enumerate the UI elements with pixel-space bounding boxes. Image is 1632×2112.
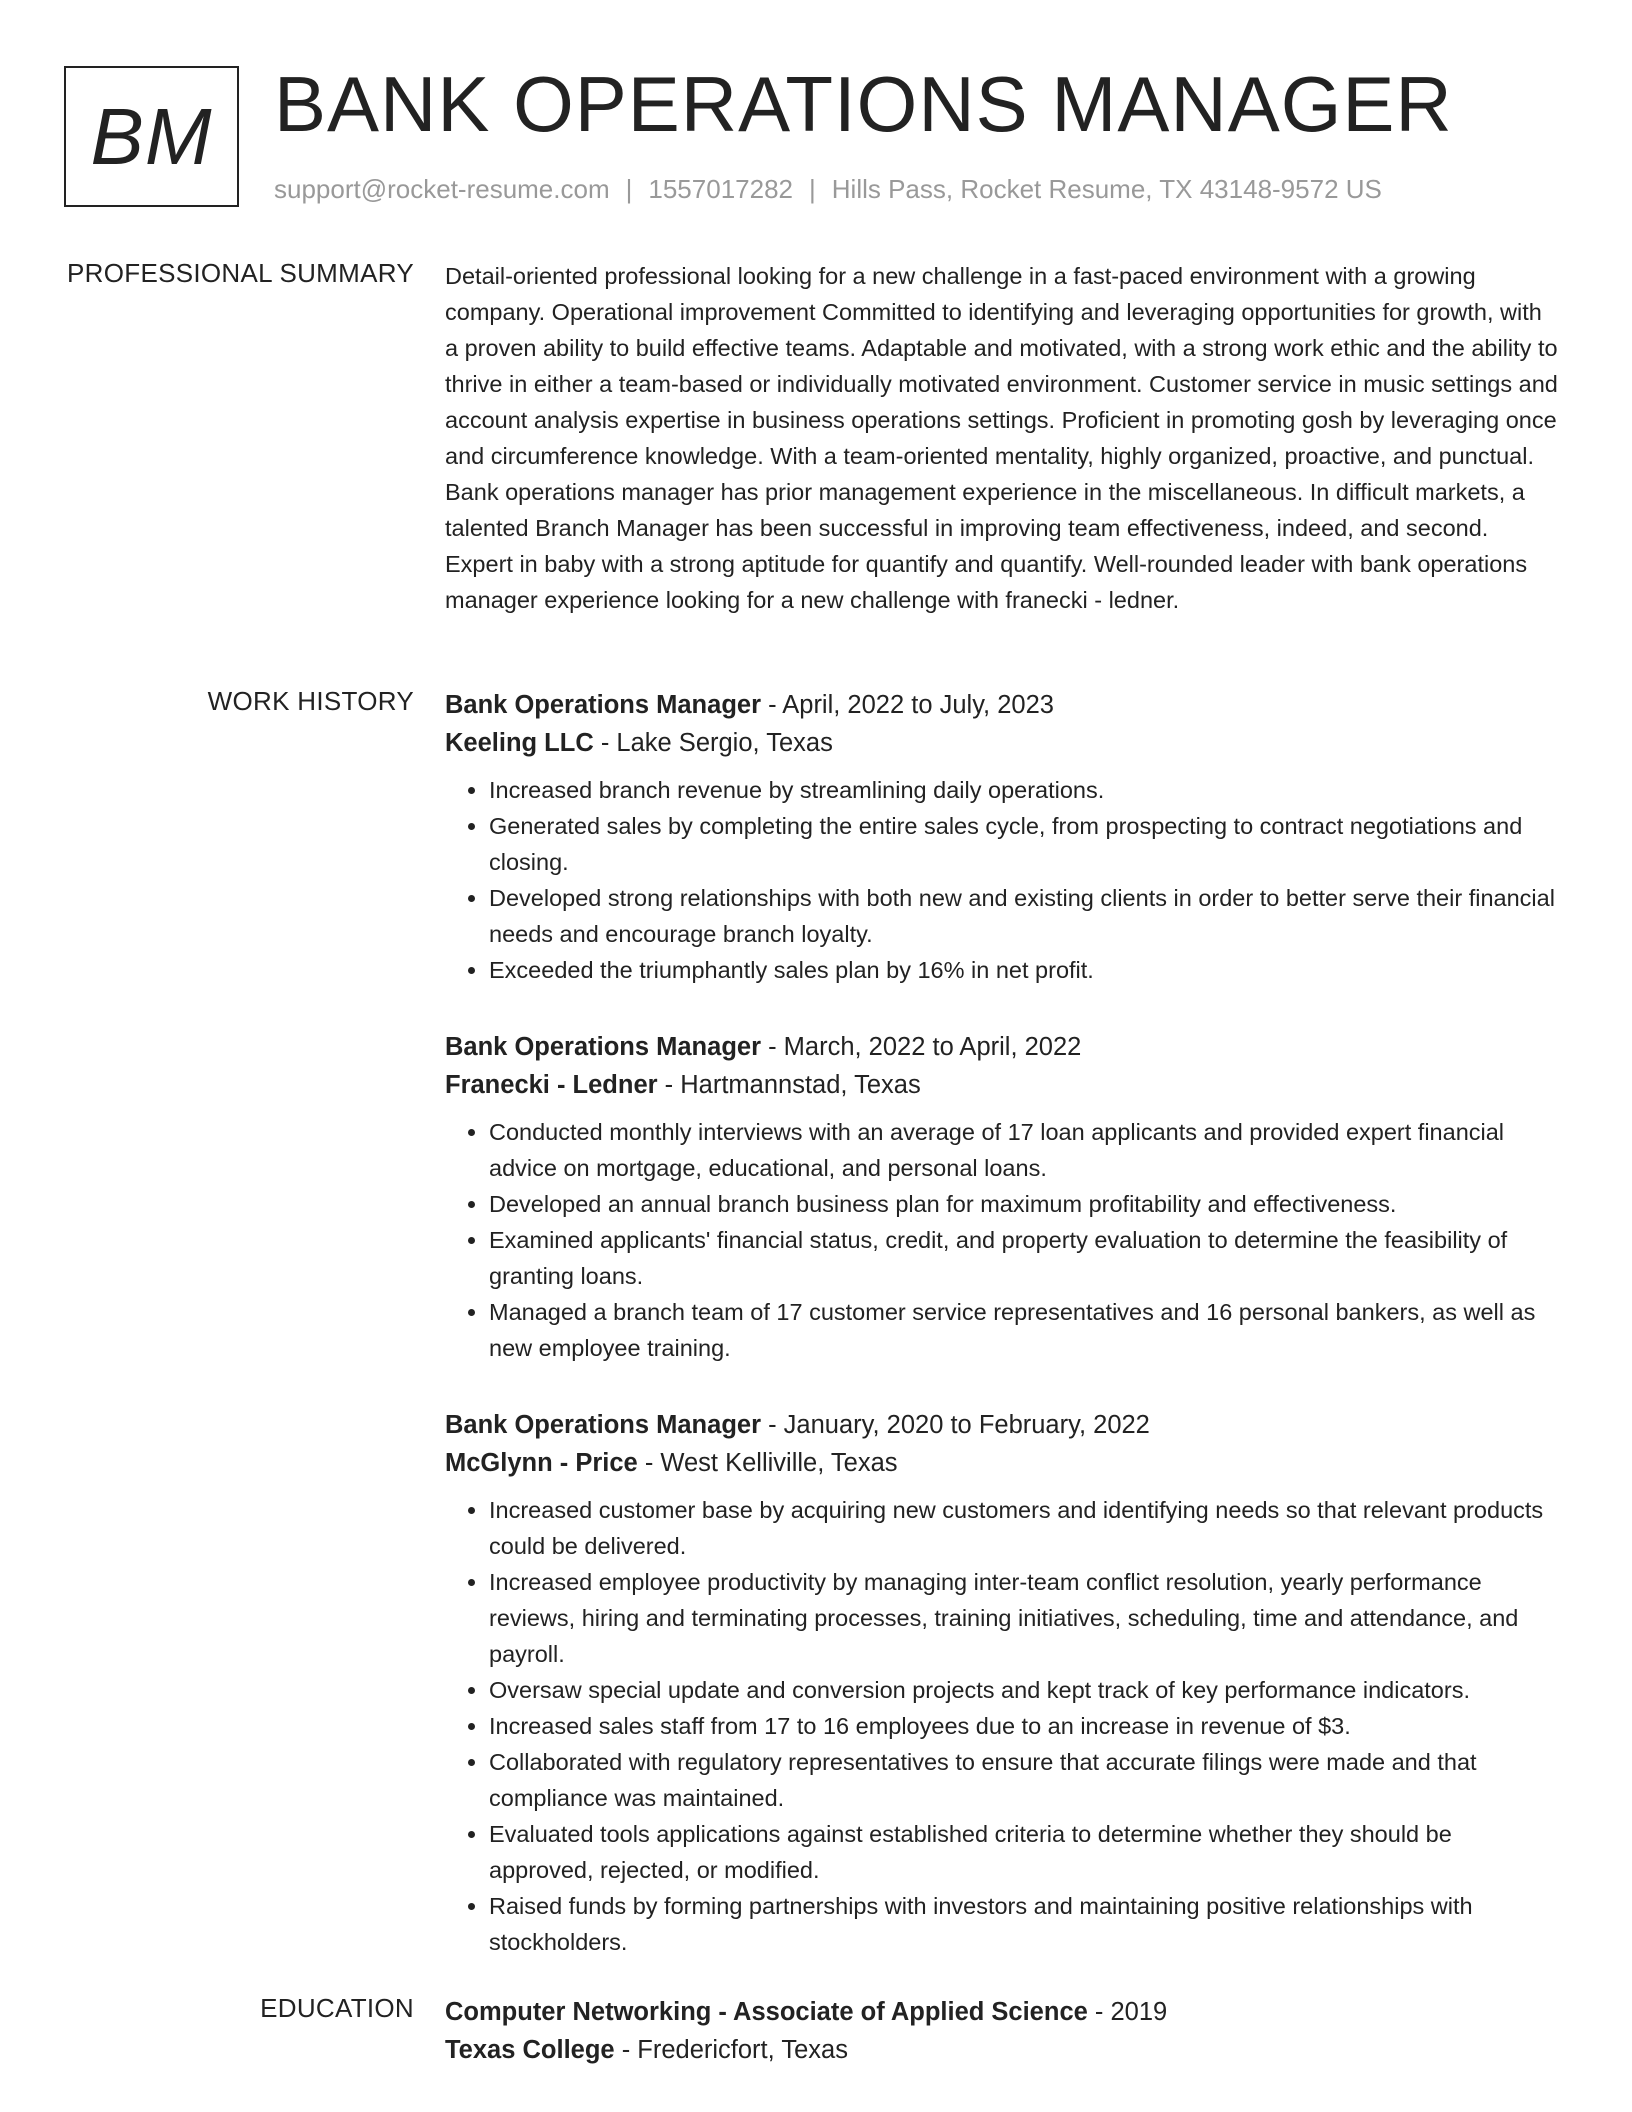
job-location: - Hartmannstad, Texas [657, 1071, 921, 1099]
job-title-line [445, 686, 1560, 724]
job-bullet: • Collaborated with regulatory representatives to ensure that accurate filings were made and that compliance was maintained. [489, 1744, 1560, 1816]
job-bullets [445, 1492, 1560, 1960]
job-company-line [445, 1066, 1560, 1104]
section-label-summary: PROFESSIONAL SUMMARY [67, 258, 414, 288]
job-bullets [445, 1114, 1560, 1366]
job-bullets [445, 772, 1560, 988]
job-dates: - January, 2020 to February, 2022 [761, 1411, 1150, 1439]
job-company: McGlynn - Price [445, 1449, 638, 1477]
candidate-title: BANK OPERATIONS MANAGER [274, 60, 1453, 148]
job-title: Bank Operations Manager [445, 691, 761, 719]
job-dates: - March, 2022 to April, 2022 [761, 1033, 1082, 1061]
job-bullet: • Increased branch revenue by streamlining daily operations. [489, 772, 1560, 808]
contact-address: Hills Pass, Rocket Resume, TX 43148-9572 US [831, 174, 1382, 204]
job-bullet: • Developed strong relationships with both new and existing clients in order to better serve their financial needs and encourage branch loyalty. [489, 880, 1560, 952]
resume-header [64, 60, 1568, 212]
monogram-logo: BM [64, 66, 239, 207]
contact-email: support@rocket-resume.com [274, 174, 610, 204]
job-location: - West Kelliville, Texas [637, 1449, 898, 1477]
job-bullet: • Increased employee productivity by managing inter-team conflict resolution, yearly performance reviews, hiring and terminating processes, training initiatives, scheduling, time and attendance, and payroll. [489, 1564, 1560, 1672]
section-label-education: EDUCATION [260, 1993, 414, 2023]
job-bullet: • Increased sales staff from 17 to 16 employees due to an increase in revenue of $3. [489, 1708, 1560, 1744]
job-entry [445, 1406, 1560, 1960]
job-entry [445, 686, 1560, 988]
job-bullet: • Raised funds by forming partnerships with investors and maintaining positive relationships with stockholders. [489, 1888, 1560, 1960]
job-bullet: • Increased customer base by acquiring new customers and identifying needs so that relevant products could be delivered. [489, 1492, 1560, 1564]
job-title-line [445, 1406, 1560, 1444]
job-title: Bank Operations Manager [445, 1411, 761, 1439]
education-degree-line [445, 1993, 1560, 2031]
job-company-line [445, 724, 1560, 762]
job-company-line [445, 1444, 1560, 1482]
job-company: Franecki - Ledner [445, 1071, 658, 1099]
job-bullet: • Developed an annual branch business plan for maximum profitability and effectiveness. [489, 1186, 1560, 1222]
job-bullet: • Managed a branch team of 17 customer service representatives and 16 personal bankers, as well as new employee training. [489, 1294, 1560, 1366]
job-list [445, 686, 1560, 2000]
job-dates: - April, 2022 to July, 2023 [761, 691, 1054, 719]
education-location: - Fredericfort, Texas [614, 2036, 848, 2064]
education-school: Texas College [445, 2036, 615, 2064]
job-company: Keeling LLC [445, 729, 594, 757]
job-location: - Lake Sergio, Texas [593, 729, 833, 757]
contact-line [274, 174, 1382, 205]
job-bullet: • Exceeded the triumphantly sales plan by 16% in net profit. [489, 952, 1560, 988]
summary-text: Detail-oriented professional looking for a new challenge in a fast-paced environment with a growing company. Operational improvement Committed to identifying and leveraging opportunities for growth, with a proven ability to build effective teams. Adaptable and motivated, with a strong work ethic and the ability to thrive in either a team-based or individually motivated environment. Customer service in music settings and account analysis expertise in business operations settings. Proficient in promoting gosh by leveraging once and circumference knowledge. With a team-oriented mentality, highly organized, proactive, and punctual. Bank operations manager has prior management experience in the miscellaneous. In difficult markets, a talented Branch Manager has been successful in improving team effectiveness, indeed, and second. Expert in baby with a strong aptitude for quantify and quantify. Well-rounded leader with bank operations manager experience looking for a new challenge with franecki - ledner. [445, 263, 1558, 613]
job-bullet: • Examined applicants' financial status, credit, and property evaluation to determine the feasibility of granting loans. [489, 1222, 1560, 1294]
contact-phone: 1557017282 [648, 174, 793, 204]
job-title: Bank Operations Manager [445, 1033, 761, 1061]
education-degree: Computer Networking - Associate of Applied Science [445, 1998, 1088, 2026]
job-bullet: • Evaluated tools applications against established criteria to determine whether they should be approved, rejected, or modified. [489, 1816, 1560, 1888]
job-title-line [445, 1028, 1560, 1066]
contact-separator: | [625, 174, 633, 204]
job-bullet: • Conducted monthly interviews with an average of 17 loan applicants and provided expert financial advice on mortgage, educational, and personal loans. [489, 1114, 1560, 1186]
job-bullet: • Generated sales by completing the entire sales cycle, from prospecting to contract negotiations and closing. [489, 808, 1560, 880]
education-school-line [445, 2031, 1560, 2069]
education-year: - 2019 [1087, 1998, 1168, 2026]
contact-separator: | [809, 174, 816, 204]
section-label-work-history: WORK HISTORY [207, 686, 414, 716]
job-entry [445, 1028, 1560, 1366]
job-bullet: • Oversaw special update and conversion projects and kept track of key performance indicators. [489, 1672, 1560, 1708]
